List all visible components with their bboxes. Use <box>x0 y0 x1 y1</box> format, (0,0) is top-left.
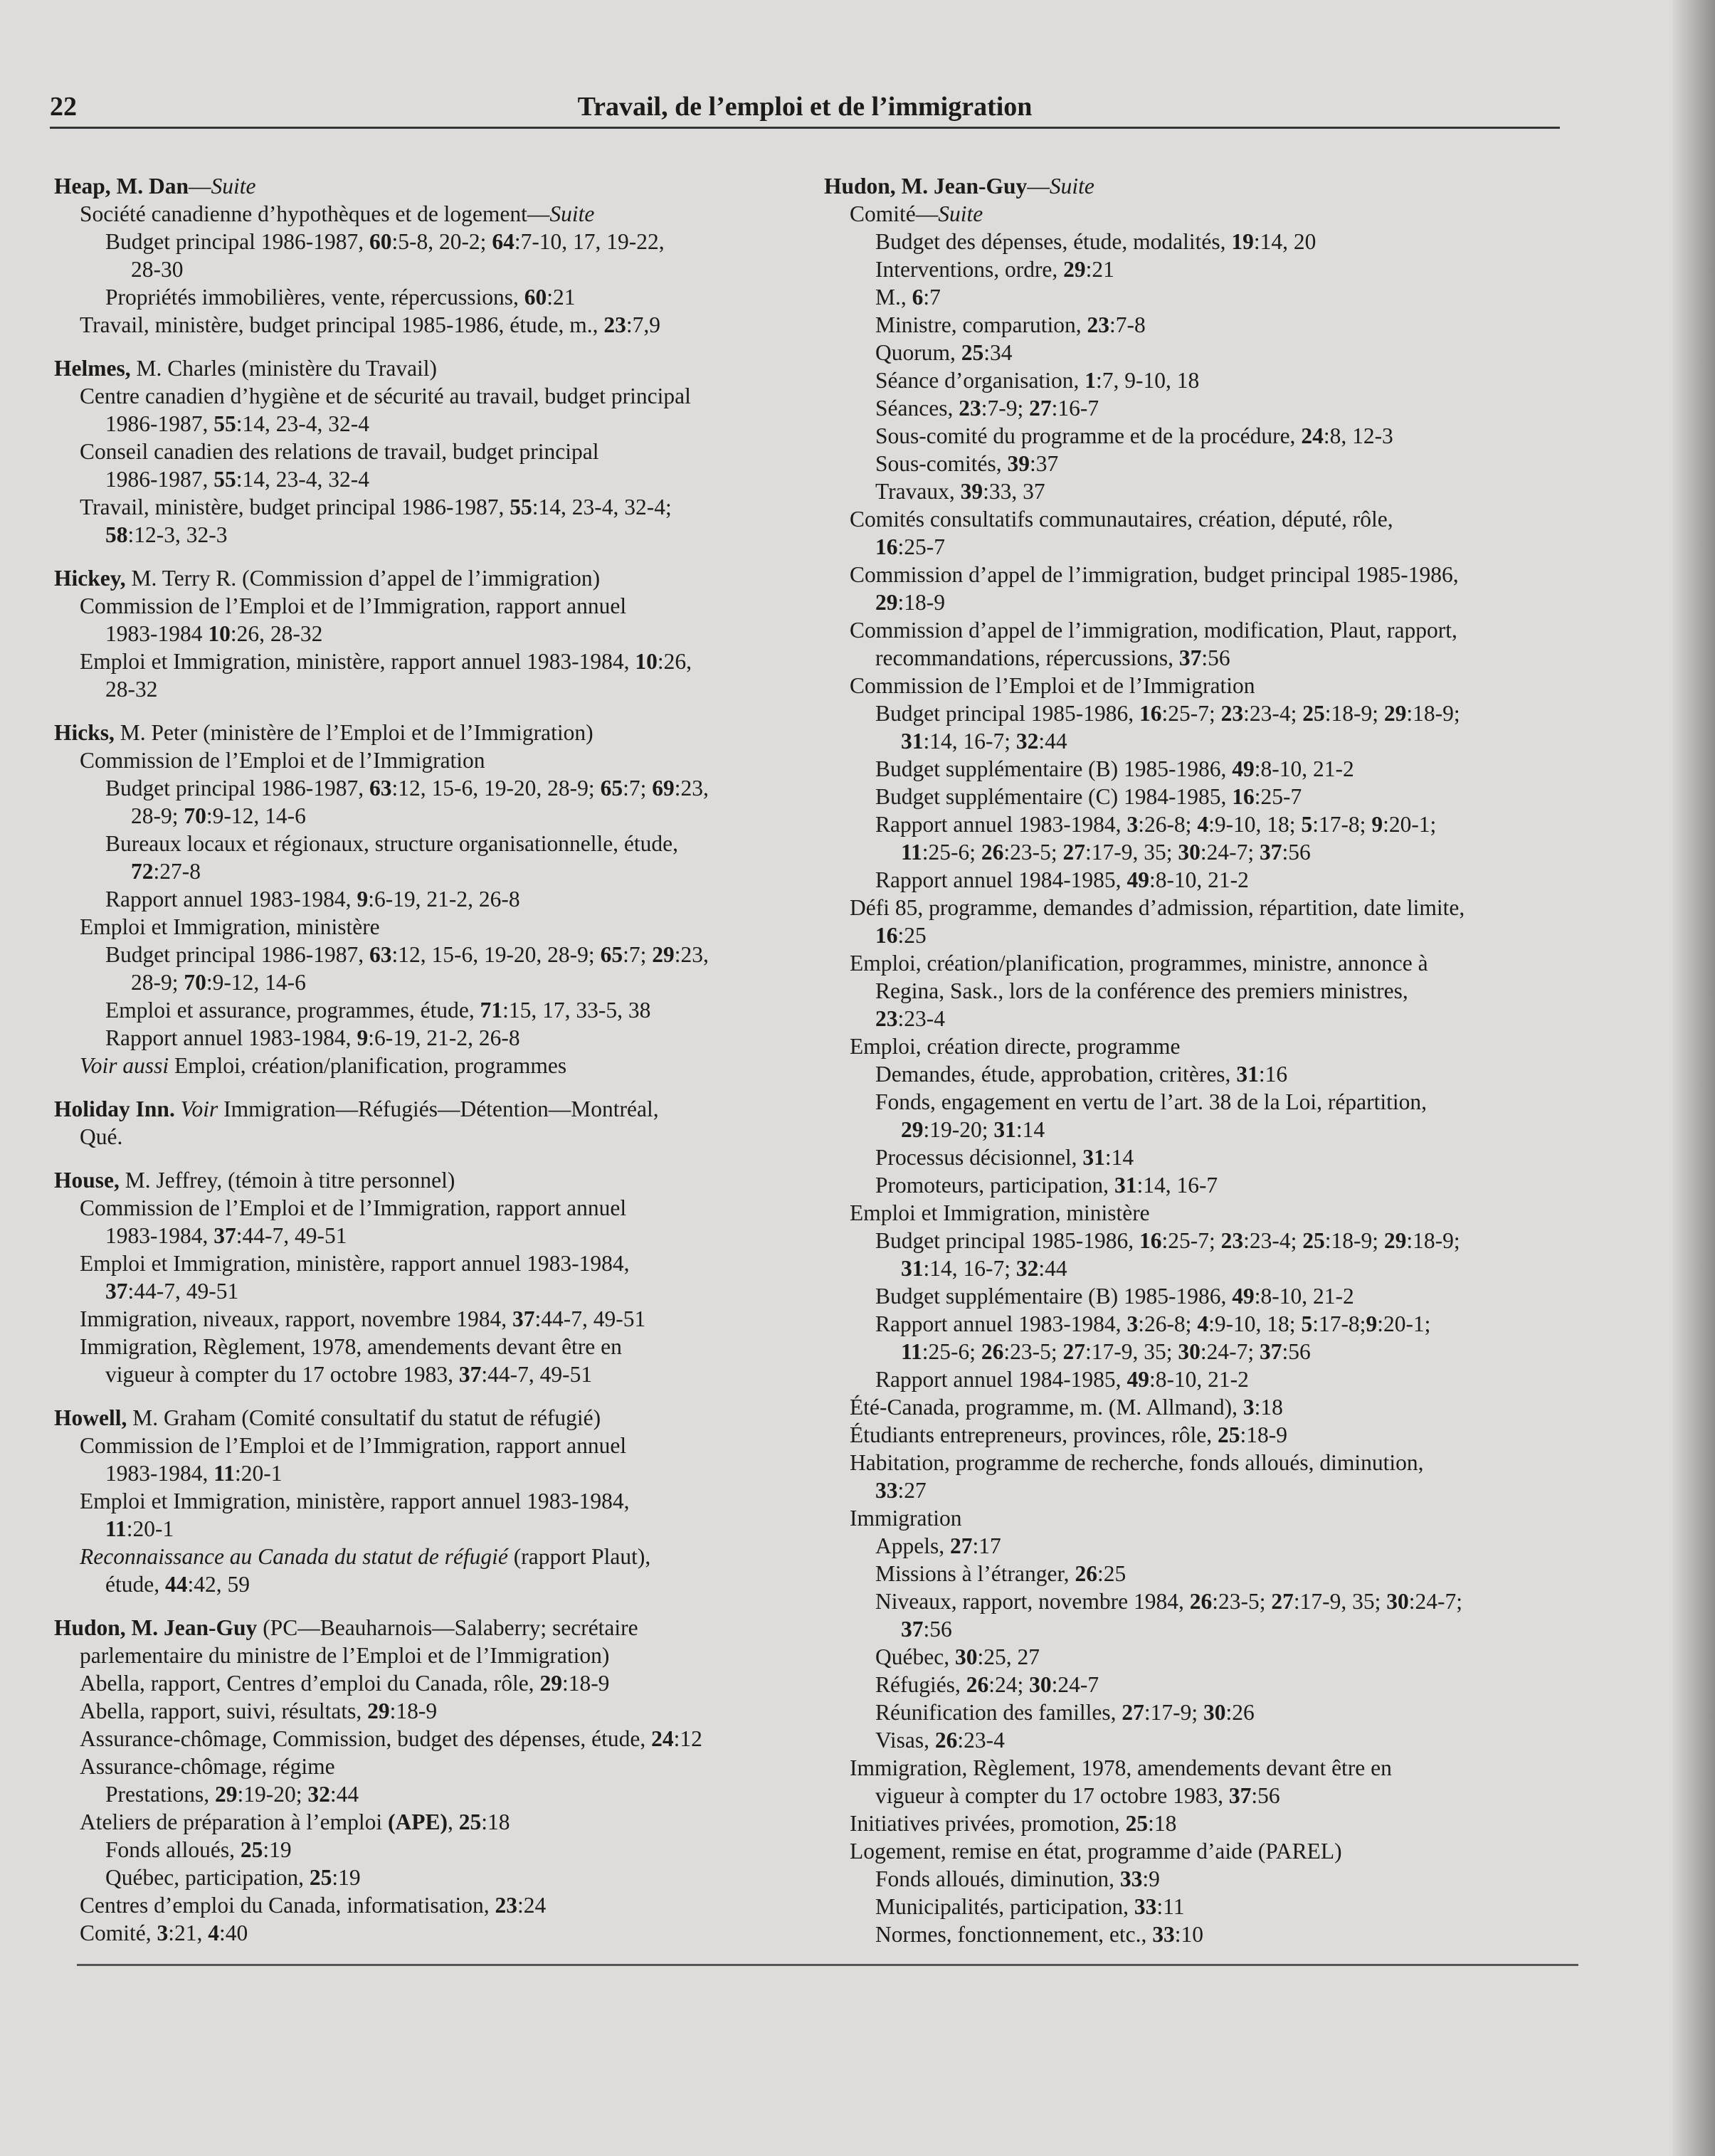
entry-subline: 11:25-6; 26:23-5; 27:17-9, 35; 30:24-7; 37:56 <box>901 840 1311 865</box>
entry-subline: Séances, 23:7-9; 27:16-7 <box>875 396 1099 421</box>
entry-subline: Municipalités, participation, 33:11 <box>875 1894 1185 1919</box>
entry-subline: Emploi, création directe, programme <box>850 1034 1181 1059</box>
entry-subline: parlementaire du ministre de l’Emploi et de l’Immigration) <box>80 1643 610 1668</box>
entry-subline: Comité, 3:21, 4:40 <box>80 1920 248 1945</box>
entry-subline: Rapport annuel 1984-1985, 49:8-10, 21-2 <box>875 867 1249 892</box>
entry-subline: Sous-comités, 39:37 <box>875 451 1059 476</box>
entry-heading: Hickey, M. Terry R. (Commission d’appel de l’immigration) <box>54 566 601 591</box>
entry-subline: Fonds alloués, diminution, 33:9 <box>875 1866 1160 1891</box>
entry-subline: Étudiants entrepreneurs, provinces, rôle, 25:18-9 <box>850 1422 1287 1447</box>
entry-subline: Budget principal 1986-1987, 63:12, 15-6, 19-20, 28-9; 65:7; 69:23, <box>105 776 709 800</box>
entry-subline: Séance d’organisation, 1:7, 9-10, 18 <box>875 368 1200 393</box>
entry-subline: Prestations, 29:19-20; 32:44 <box>105 1782 359 1807</box>
entry-subline: Rapport annuel 1983-1984, 3:26-8; 4:9-10, 18; 5:17-8; 9:20-1; <box>875 812 1437 837</box>
index-entry <box>54 1166 823 1388</box>
entry-subline: Missions à l’étranger, 26:25 <box>875 1561 1126 1586</box>
entry-subline: Réunification des familles, 27:17-9; 30:26 <box>875 1700 1255 1725</box>
entry-subline: Réfugiés, 26:24; 30:24-7 <box>875 1672 1099 1697</box>
entry-heading: Holiday Inn. Voir Immigration—Réfugiés—Détention—Montréal, <box>54 1097 659 1121</box>
entry-subline: 58:12-3, 32-3 <box>105 522 228 547</box>
entry-subline: Logement, remise en état, programme d’aide (PAREL) <box>850 1839 1342 1864</box>
entry-subline: Budget supplémentaire (C) 1984-1985, 16:25-7 <box>875 784 1302 809</box>
entry-subline: Budget supplémentaire (B) 1985-1986, 49:8-10, 21-2 <box>875 1284 1354 1309</box>
entry-subline: Société canadienne d’hypothèques et de logement—Suite <box>80 201 595 226</box>
entry-subline: Emploi et Immigration, ministère <box>850 1200 1150 1225</box>
index-entry <box>54 719 823 1079</box>
entry-subline: Comités consultatifs communautaires, création, député, rôle, <box>850 507 1393 532</box>
index-entry <box>824 172 1578 1948</box>
entry-heading: Heap, M. Dan—Suite <box>54 174 256 199</box>
entry-subline: Normes, fonctionnement, etc., 33:10 <box>875 1922 1204 1947</box>
entry-subline: Commission de l’Emploi et de l’Immigration <box>850 673 1255 698</box>
right-column <box>824 172 1578 1964</box>
entry-subline: Travail, ministère, budget principal 1985-1986, étude, m., 23:7,9 <box>80 312 660 337</box>
entry-subline: Budget principal 1986-1987, 63:12, 15-6, 19-20, 28-9; 65:7; 29:23, <box>105 942 709 967</box>
entry-heading: Hicks, M. Peter (ministère de l’Emploi et de l’Immigration) <box>54 720 593 745</box>
entry-subline: Ministre, comparution, 23:7-8 <box>875 312 1146 337</box>
entry-subline: Budget supplémentaire (B) 1985-1986, 49:8-10, 21-2 <box>875 756 1354 781</box>
entry-subline: 1983-1984 10:26, 28-32 <box>105 621 323 646</box>
index-entry <box>54 564 823 703</box>
entry-subline: Emploi et assurance, programmes, étude, 71:15, 17, 33-5, 38 <box>105 998 651 1022</box>
entry-subline: Budget principal 1986-1987, 60:5-8, 20-2; 64:7-10, 17, 19-22, <box>105 229 665 254</box>
entry-subline: 37:44-7, 49-51 <box>105 1279 239 1304</box>
entry-subline: Commission de l’Emploi et de l’Immigration, rapport annuel <box>80 1195 627 1220</box>
entry-subline: 28-9; 70:9-12, 14-6 <box>131 803 306 828</box>
entry-subline: 1983-1984, 37:44-7, 49-51 <box>105 1223 347 1248</box>
entry-subline: 28-9; 70:9-12, 14-6 <box>131 970 306 995</box>
entry-subline: 23:23-4 <box>875 1006 945 1031</box>
entry-subline: Québec, participation, 25:19 <box>105 1865 361 1890</box>
entry-subline: Emploi et Immigration, ministère <box>80 914 380 939</box>
entry-subline: 11:25-6; 26:23-5; 27:17-9, 35; 30:24-7; 37:56 <box>901 1339 1311 1364</box>
entry-subline: vigueur à compter du 17 octobre 1983, 37:44-7, 49-51 <box>105 1362 593 1387</box>
entry-subline: Assurance-chômage, régime <box>80 1754 335 1779</box>
entry-subline: Processus décisionnel, 31:14 <box>875 1145 1134 1170</box>
entry-subline: 37:56 <box>901 1617 952 1642</box>
entry-subline: Interventions, ordre, 29:21 <box>875 257 1114 282</box>
page-header <box>50 91 1560 125</box>
entry-subline: Rapport annuel 1983-1984, 3:26-8; 4:9-10, 18; 5:17-8;9:20-1; <box>875 1311 1431 1336</box>
entry-subline: Rapport annuel 1983-1984, 9:6-19, 21-2, 26-8 <box>105 887 520 911</box>
entry-subline: Quorum, 25:34 <box>875 340 1013 365</box>
entry-subline: Travail, ministère, budget principal 1986-1987, 55:14, 23-4, 32-4; <box>80 495 672 519</box>
entry-subline: 16:25-7 <box>875 534 945 559</box>
entry-subline: étude, 44:42, 59 <box>105 1572 250 1597</box>
entry-subline: Défi 85, programme, demandes d’admission, répartition, date limite, <box>850 895 1465 920</box>
entry-subline: Initiatives privées, promotion, 25:18 <box>850 1811 1177 1836</box>
entry-subline: Propriétés immobilières, vente, répercussions, 60:21 <box>105 285 576 310</box>
entry-subline: 1986-1987, 55:14, 23-4, 32-4 <box>105 411 369 436</box>
entry-subline: recommandations, répercussions, 37:56 <box>875 645 1230 670</box>
entry-subline: 29:19-20; 31:14 <box>901 1117 1045 1142</box>
entry-subline: Demandes, étude, approbation, critères, 31:16 <box>875 1062 1288 1087</box>
entry-subline: 31:14, 16-7; 32:44 <box>901 729 1067 754</box>
entry-subline: Fonds, engagement en vertu de l’art. 38 de la Loi, répartition, <box>875 1089 1428 1114</box>
entry-subline: Emploi et Immigration, ministère, rapport annuel 1983-1984, <box>80 1251 630 1276</box>
entry-subline: Assurance-chômage, Commission, budget des dépenses, étude, 24:12 <box>80 1726 702 1751</box>
entry-subline: 28-30 <box>131 257 184 282</box>
entry-subline: 28-32 <box>105 677 158 702</box>
left-column <box>54 172 823 1962</box>
index-entry <box>54 354 823 549</box>
entry-subline: Travaux, 39:33, 37 <box>875 479 1045 504</box>
index-entry <box>54 1404 823 1598</box>
entry-subline: Regina, Sask., lors de la conférence des premiers ministres, <box>875 978 1408 1003</box>
entry-subline: Abella, rapport, Centres d’emploi du Canada, rôle, 29:18-9 <box>80 1671 610 1696</box>
entry-subline: Niveaux, rapport, novembre 1984, 26:23-5; 27:17-9, 35; 30:24-7; <box>875 1589 1463 1614</box>
entry-subline: Budget principal 1985-1986, 16:25-7; 23:23-4; 25:18-9; 29:18-9; <box>875 701 1460 726</box>
entry-subline: Immigration, Règlement, 1978, amendements devant être en <box>850 1755 1392 1780</box>
index-entry <box>54 1614 823 1947</box>
entry-subline: Rapport annuel 1984-1985, 49:8-10, 21-2 <box>875 1367 1249 1392</box>
entry-subline: Centres d’emploi du Canada, informatisation, 23:24 <box>80 1893 547 1918</box>
entry-subline: Centre canadien d’hygiène et de sécurité au travail, budget principal <box>80 384 691 408</box>
entry-subline: M., 6:7 <box>875 285 941 310</box>
entry-subline: Comité—Suite <box>850 201 983 226</box>
entry-subline: Commission de l’Emploi et de l’Immigration <box>80 748 485 773</box>
entry-subline: Commission d’appel de l’immigration, budget principal 1985-1986, <box>850 562 1459 587</box>
page-number: 22 <box>50 92 77 122</box>
index-entry <box>54 172 823 339</box>
entry-subline: Habitation, programme de recherche, fonds alloués, diminution, <box>850 1450 1424 1475</box>
index-entry <box>54 1095 823 1151</box>
entry-subline: Voir aussi Emploi, création/planification, programmes <box>80 1053 567 1078</box>
page-title: Travail, de l’emploi et de l’immigration <box>577 92 1033 122</box>
entry-subline: Immigration, Règlement, 1978, amendements devant être en <box>80 1334 622 1359</box>
entry-subline: Immigration, niveaux, rapport, novembre 1984, 37:44-7, 49-51 <box>80 1306 646 1331</box>
header-rule <box>50 127 1560 129</box>
entry-subline: Ateliers de préparation à l’emploi (APE), 25:18 <box>80 1809 510 1834</box>
entry-subline: 29:18-9 <box>875 590 945 615</box>
entry-subline: Emploi et Immigration, ministère, rapport annuel 1983-1984, <box>80 1489 630 1513</box>
entry-subline: 1983-1984, 11:20-1 <box>105 1461 283 1486</box>
entry-heading: House, M. Jeffrey, (témoin à titre personnel) <box>54 1168 455 1193</box>
entry-subline: Immigration <box>850 1506 962 1531</box>
entry-subline: Québec, 30:25, 27 <box>875 1644 1040 1669</box>
entry-subline: 16:25 <box>875 923 927 948</box>
entry-subline: Bureaux locaux et régionaux, structure organisationnelle, étude, <box>105 831 679 856</box>
entry-subline: Budget principal 1985-1986, 16:25-7; 23:23-4; 25:18-9; 29:18-9; <box>875 1228 1460 1253</box>
entry-subline: Appels, 27:17 <box>875 1533 1001 1558</box>
entry-subline: Commission de l’Emploi et de l’Immigration, rapport annuel <box>80 593 627 618</box>
entry-subline: Budget des dépenses, étude, modalités, 19:14, 20 <box>875 229 1316 254</box>
entry-subline: 33:27 <box>875 1478 927 1503</box>
entry-subline: Rapport annuel 1983-1984, 9:6-19, 21-2, 26-8 <box>105 1025 520 1050</box>
entry-heading: Hudon, M. Jean-Guy—Suite <box>824 174 1094 199</box>
entry-subline: Reconnaissance au Canada du statut de réfugié (rapport Plaut), <box>80 1544 651 1569</box>
entry-heading: Helmes, M. Charles (ministère du Travail) <box>54 356 438 381</box>
entry-subline: Qué. <box>80 1124 123 1149</box>
entry-subline: Emploi et Immigration, ministère, rapport annuel 1983-1984, 10:26, <box>80 649 692 674</box>
entry-subline: 31:14, 16-7; 32:44 <box>901 1256 1067 1281</box>
entry-subline: Été-Canada, programme, m. (M. Allmand), 3:18 <box>850 1395 1283 1420</box>
entry-subline: Abella, rapport, suivi, résultats, 29:18-9 <box>80 1698 438 1723</box>
entry-subline: 1986-1987, 55:14, 23-4, 32-4 <box>105 467 369 492</box>
footer-rule <box>77 1964 1578 1966</box>
entry-subline: Promoteurs, participation, 31:14, 16-7 <box>875 1173 1218 1198</box>
entry-subline: Emploi, création/planification, programmes, ministre, annonce à <box>850 951 1428 976</box>
entry-subline: Commission de l’Emploi et de l’Immigration, rapport annuel <box>80 1433 627 1458</box>
page-edge-shadow <box>1672 0 1715 2156</box>
entry-subline: Sous-comité du programme et de la procédure, 24:8, 12-3 <box>875 423 1393 448</box>
entry-subline: Conseil canadien des relations de travail, budget principal <box>80 439 599 464</box>
entry-subline: Fonds alloués, 25:19 <box>105 1837 292 1862</box>
entry-heading: Howell, M. Graham (Comité consultatif du statut de réfugié) <box>54 1405 601 1430</box>
entry-subline: Visas, 26:23-4 <box>875 1728 1005 1753</box>
entry-heading: Hudon, M. Jean-Guy (PC—Beauharnois—Salaberry; secrétaire <box>54 1615 638 1640</box>
entry-subline: 72:27-8 <box>131 859 201 884</box>
entry-subline: vigueur à compter du 17 octobre 1983, 37:56 <box>875 1783 1280 1808</box>
entry-subline: Commission d’appel de l’immigration, modification, Plaut, rapport, <box>850 618 1457 643</box>
entry-subline: 11:20-1 <box>105 1516 174 1541</box>
